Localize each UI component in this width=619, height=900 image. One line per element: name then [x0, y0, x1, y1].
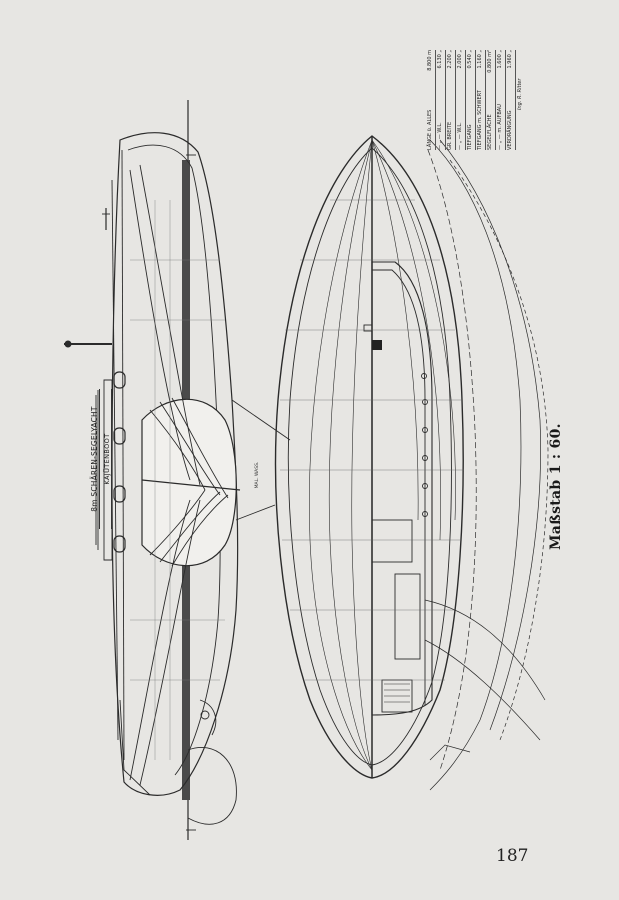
dimension-label: VERDRÄNGUNG — [507, 110, 513, 150]
dimension-value: 1.960 „ — [507, 50, 513, 69]
dimension-label: — „ — W.L. — [437, 122, 443, 150]
dimension-value: 2.000 „ — [457, 50, 463, 69]
designer-signature: Ing. R. Ritter — [517, 78, 523, 110]
dimension-row — [467, 50, 476, 150]
dimension-label: SEGELFLÄCHE — [487, 114, 493, 150]
dimension-row — [437, 50, 446, 150]
dimension-value: 1.600 „ — [497, 50, 503, 69]
dimension-value: 2.200 „ — [447, 50, 453, 69]
dimension-label: TIEFGANG m. SCHWERT — [477, 90, 483, 150]
dimension-value: 1.160 „ — [477, 50, 483, 69]
dimension-row — [457, 50, 466, 150]
drawing-subtitle: KAJÜTENBOOT — [103, 389, 112, 529]
drawing-title: 8m SCHÄREN-SEGELYACHT — [90, 389, 100, 529]
dimension-row — [477, 50, 486, 150]
body-plan-view — [425, 140, 548, 790]
dimension-label: TIEFGANG — [467, 124, 473, 150]
dimension-value: 6.130 „ — [437, 50, 443, 69]
drawing-title-block — [90, 389, 120, 529]
dimension-label: GR. BREITE — [447, 121, 453, 150]
dimension-row — [497, 50, 506, 150]
dimensions-table — [405, 50, 530, 150]
dimension-label: — „ — m. AUFBAU — [497, 104, 503, 150]
dimension-label: LÄNGE ü. ALLES — [427, 109, 433, 150]
dimension-value: 8.800 m — [427, 50, 433, 71]
dimension-value: 0.540 „ — [467, 50, 473, 69]
deck-plan-view — [276, 136, 464, 778]
dimension-row — [487, 50, 496, 150]
dimension-row — [427, 50, 436, 150]
dimension-row — [447, 50, 456, 150]
hull-annotation: MAL. WASS. — [255, 461, 260, 489]
scale-label: Maßstab 1 : 60. — [548, 423, 564, 550]
page-number: 187 — [496, 846, 529, 866]
dimension-value: 0.800 m² — [487, 50, 493, 73]
dimension-row — [507, 50, 516, 150]
dimension-label: — „ — W.L. — [457, 122, 463, 150]
